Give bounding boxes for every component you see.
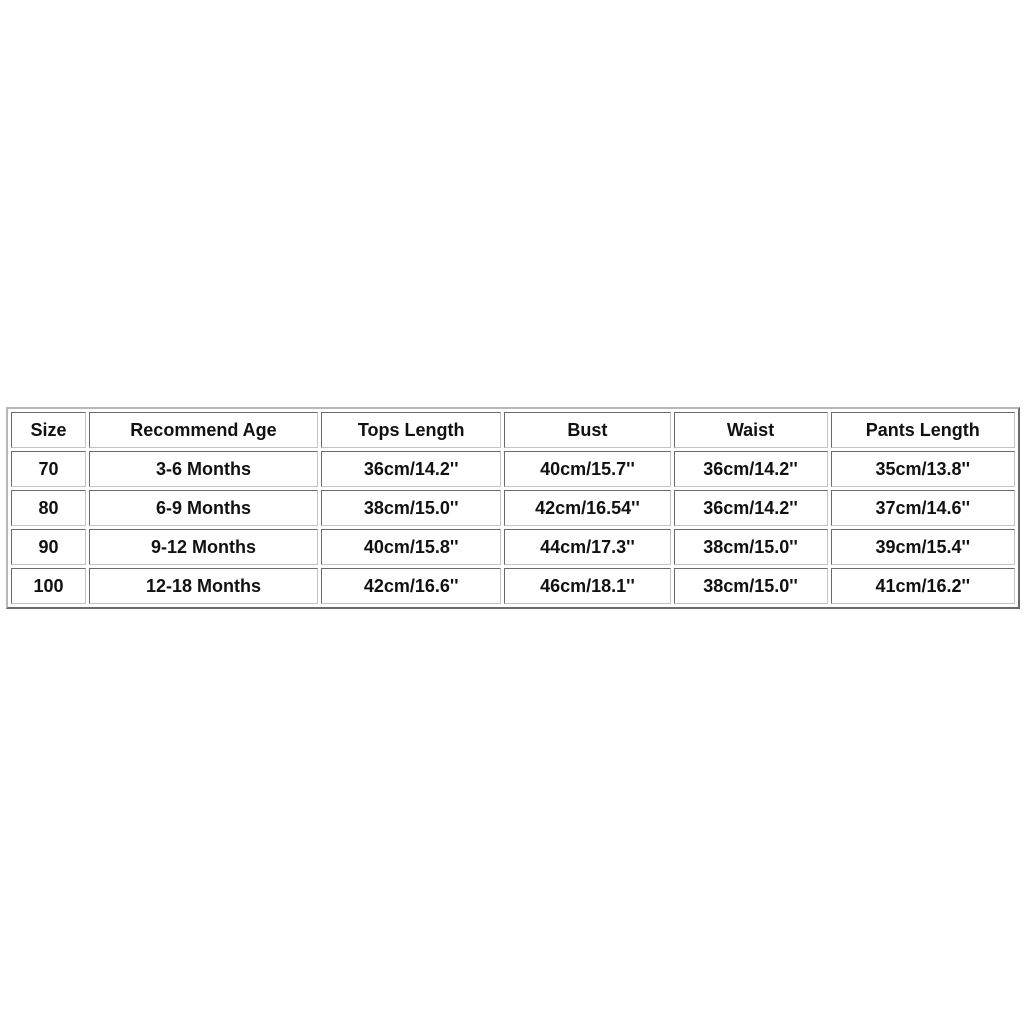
header-cell-recommend-age: Recommend Age (89, 412, 318, 448)
cell-tops-length: 40cm/15.8'' (321, 529, 501, 565)
cell-pants-length: 41cm/16.2'' (831, 568, 1015, 604)
cell-recommend-age: 12-18 Months (89, 568, 318, 604)
cell-waist: 38cm/15.0'' (674, 568, 828, 604)
cell-recommend-age: 9-12 Months (89, 529, 318, 565)
cell-tops-length: 36cm/14.2'' (321, 451, 501, 487)
size-chart-table (6, 407, 1020, 609)
cell-waist: 38cm/15.0'' (674, 529, 828, 565)
table-row (11, 490, 1015, 526)
table-row (11, 568, 1015, 604)
cell-bust: 40cm/15.7'' (504, 451, 670, 487)
cell-size: 70 (11, 451, 86, 487)
cell-bust: 44cm/17.3'' (504, 529, 670, 565)
header-cell-bust: Bust (504, 412, 670, 448)
cell-recommend-age: 3-6 Months (89, 451, 318, 487)
header-cell-size: Size (11, 412, 86, 448)
cell-waist: 36cm/14.2'' (674, 490, 828, 526)
cell-size: 80 (11, 490, 86, 526)
table-header-row (11, 412, 1015, 448)
cell-size: 90 (11, 529, 86, 565)
header-cell-pants-length: Pants Length (831, 412, 1015, 448)
cell-pants-length: 37cm/14.6'' (831, 490, 1015, 526)
cell-pants-length: 39cm/15.4'' (831, 529, 1015, 565)
header-cell-waist: Waist (674, 412, 828, 448)
table-row (11, 529, 1015, 565)
cell-waist: 36cm/14.2'' (674, 451, 828, 487)
header-cell-tops-length: Tops Length (321, 412, 501, 448)
cell-size: 100 (11, 568, 86, 604)
table-row (11, 451, 1015, 487)
cell-recommend-age: 6-9 Months (89, 490, 318, 526)
cell-tops-length: 42cm/16.6'' (321, 568, 501, 604)
cell-bust: 46cm/18.1'' (504, 568, 670, 604)
cell-pants-length: 35cm/13.8'' (831, 451, 1015, 487)
cell-tops-length: 38cm/15.0'' (321, 490, 501, 526)
cell-bust: 42cm/16.54'' (504, 490, 670, 526)
